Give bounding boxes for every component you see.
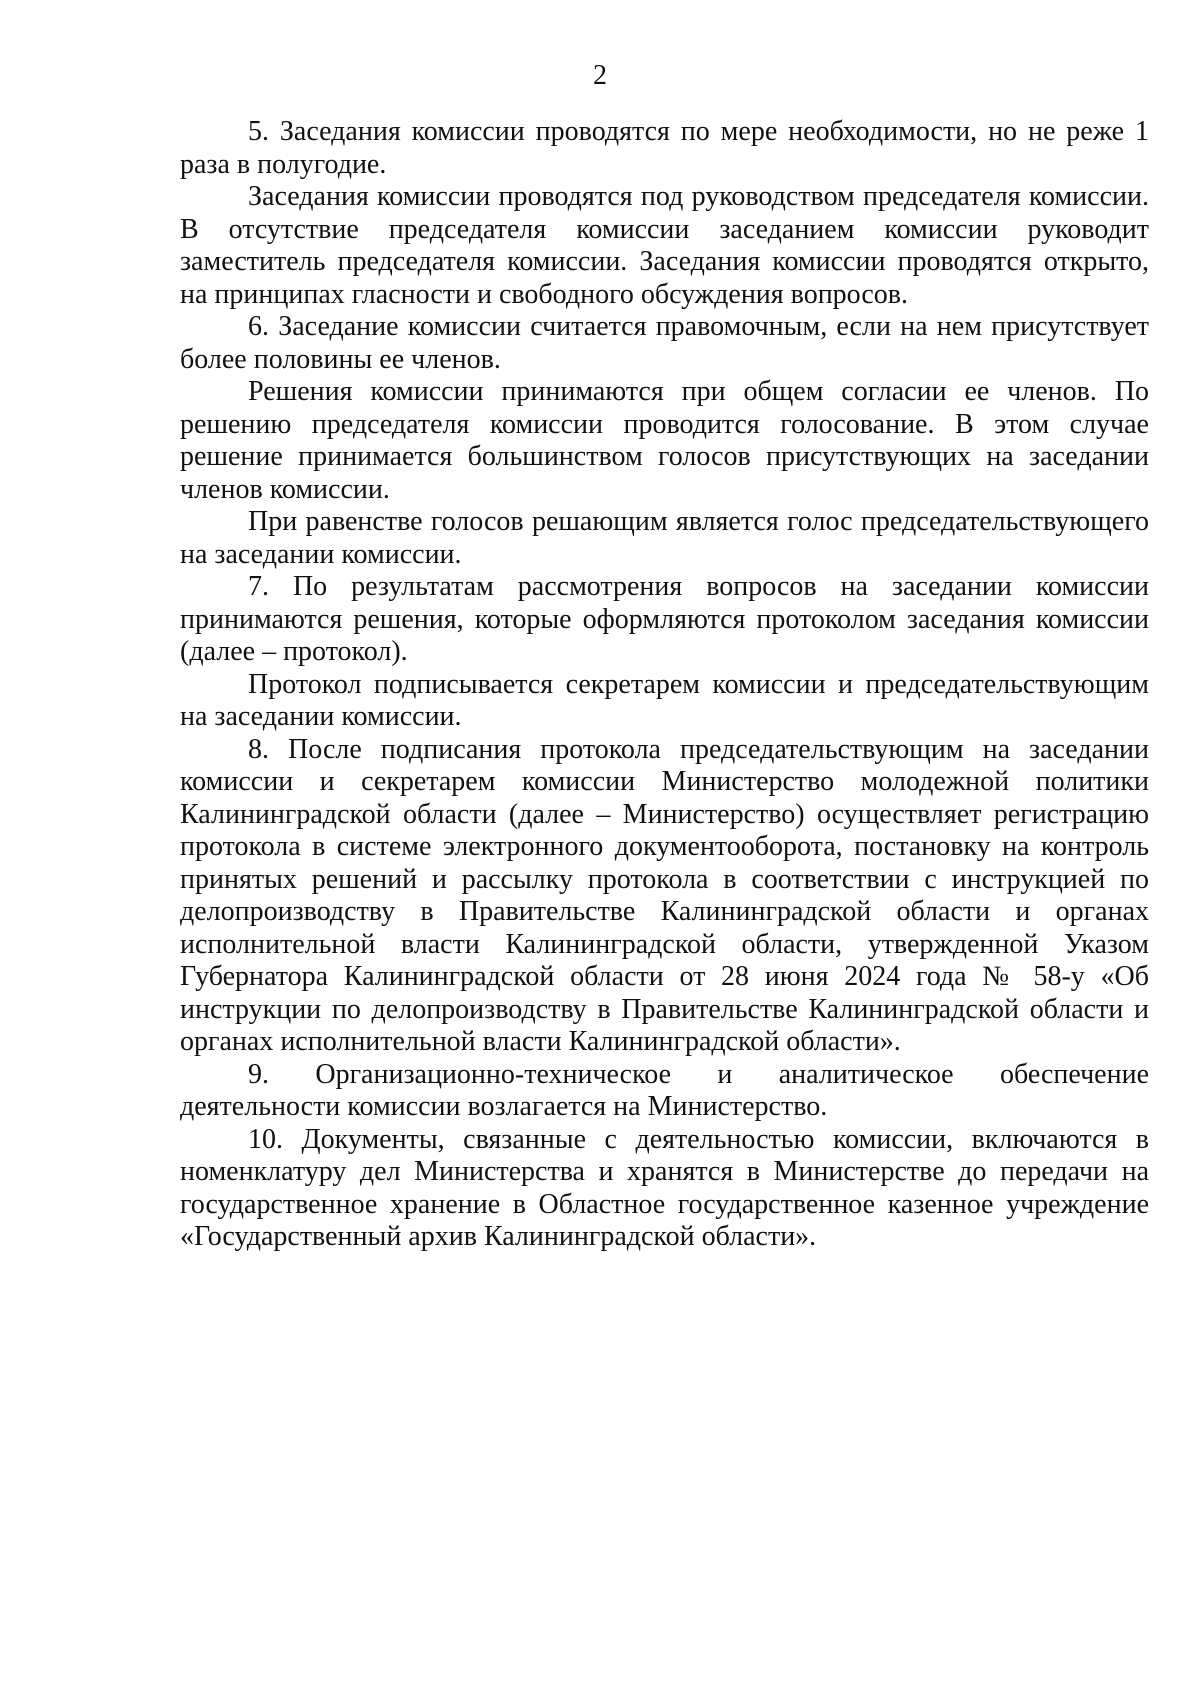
paragraph-5: 5. Заседания комиссии проводятся по мере необходимости, но не реже 1 раза в полугодие. bbox=[180, 116, 1149, 180]
document-body bbox=[180, 116, 1149, 1254]
paragraph-7-protocol-signing: Протокол подписывается секретарем комиссии и председательствующим на заседании комиссии. bbox=[180, 668, 1149, 732]
paragraph-6-decisions: Решения комиссии принимаются при общем согласии ее членов. По решению председателя комиссии проводится голосование. В этом случае решение принимается большинством голосов присутствующих на заседании членов комиссии. bbox=[180, 376, 1149, 505]
paragraph-10: 10. Документы, связанные с деятельностью комиссии, включаются в номенклатуру дел Министерства и хранятся в Министерстве до передачи на государственное хранение в Областное государственное казенное учреждение «Государственный архив Калининградской области». bbox=[180, 1123, 1149, 1252]
paragraph-7: 7. По результатам рассмотрения вопросов на заседании комиссии принимаются решения, которые оформляются протоколом заседания комиссии (далее – протокол). bbox=[180, 571, 1149, 667]
paragraph-9: 9. Организационно-техническое и аналитическое обеспечение деятельности комиссии возлагается на Министерство. bbox=[180, 1058, 1149, 1122]
paragraph-8: 8. После подписания протокола председательствующим на заседании комиссии и секретарем комиссии Министерство молодежной политики Калининградской области (далее – Министерство) осуществляет регистрацию протокола в системе электронного документооборота, постановку на контроль принятых решений и рассылку протокола в соответствии с инструкцией по делопроизводству в Правительстве Калининградской области и органах исполнительной власти Калининградской области, утвержденной Указом Губернатора Калининградской области от 28 июня 2024 года № 58-у «Об инструкции по делопроизводству в Правительстве Калининградской области и органах исполнительной власти Калининградской области». bbox=[180, 733, 1149, 1057]
page-number: 2 bbox=[593, 60, 607, 91]
paragraph-5-continued: Заседания комиссии проводятся под руководством председателя комиссии. В отсутствие председателя комиссии заседанием комиссии руководит заместитель председателя комиссии. Заседания комиссии проводятся открыто, на принципах гласности и свободного обсуждения вопросов. bbox=[180, 181, 1149, 310]
paragraph-6: 6. Заседание комиссии считается правомочным, если на нем присутствует более половины ее членов. bbox=[180, 311, 1149, 375]
paragraph-6-tie-vote: При равенстве голосов решающим является голос председательствующего на заседании комиссии. bbox=[180, 506, 1149, 570]
